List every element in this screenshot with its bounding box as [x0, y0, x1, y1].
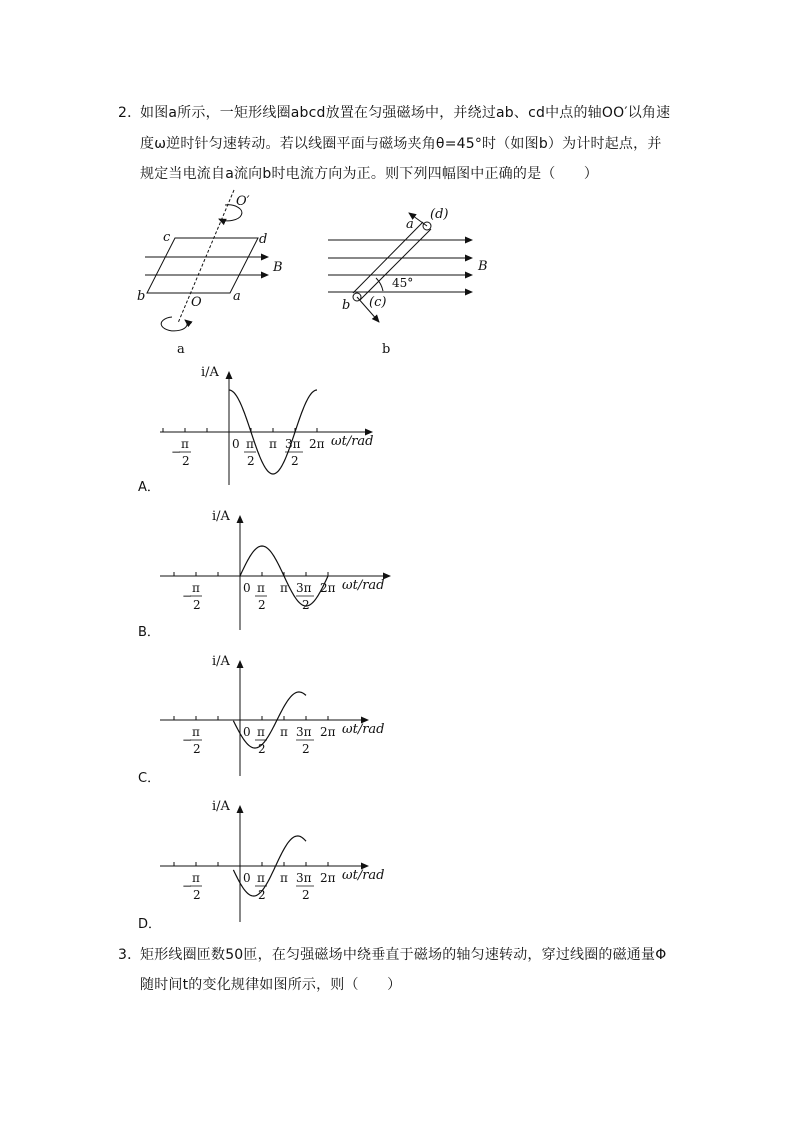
tick-label-neg-2: 2 — [193, 598, 201, 612]
tick-label-pi-half-2: 2 — [247, 454, 255, 468]
fig-a-label-o-prime: O′ — [236, 194, 250, 209]
option-b-letter[interactable]: B． — [138, 625, 160, 640]
tick-label-pi-half-2: 2 — [258, 598, 266, 612]
tick-label-zero: 0 — [243, 871, 251, 885]
tick-label-neg-pi: π — [192, 581, 200, 595]
tick-label-neg-pi: π — [192, 725, 200, 739]
option-a-letter[interactable]: A． — [138, 480, 160, 495]
fig-a-label-b-field: B — [273, 260, 283, 275]
tick-label-minus: − — [182, 589, 193, 603]
fig-b-label-d: (d) — [430, 207, 449, 222]
y-axis-label: i/A — [212, 799, 230, 814]
q2-line1: 如图a所示，一矩形线圈abcd放置在匀强磁场中，并绕过ab、cd中点的轴OO′以角速 — [140, 105, 671, 121]
fig-a-label-o: O — [191, 295, 202, 310]
tick-label-3pi-2: 2 — [302, 742, 310, 756]
q2-line2: 度ω逆时针匀速转动。若以线圈平面与磁场夹角θ=45°时（如图b）为计时起点，并 — [140, 136, 662, 152]
fig-b-label-a: a — [406, 217, 414, 232]
tick-label-zero: 0 — [232, 437, 240, 451]
tick-label-pi: π — [280, 871, 288, 885]
q2-number: 2． — [118, 105, 142, 121]
tick-label-2pi: 2π — [320, 581, 336, 595]
tick-label-pi-half: π — [257, 871, 265, 885]
option-graph-b — [160, 509, 390, 630]
tick-label-pi: π — [280, 725, 288, 739]
q3-line1: 矩形线圈匝数50匝，在匀强磁场中绕垂直于磁场的轴匀速转动，穿过线圈的磁通量Φ — [140, 947, 667, 963]
fig-a-label-d: d — [259, 232, 268, 247]
tick-label-3pi: 3π — [285, 437, 301, 451]
y-axis-label: i/A — [201, 365, 219, 380]
tick-label-pi-half-2: 2 — [258, 888, 266, 902]
tick-label-pi-half: π — [257, 581, 265, 595]
tick-label-pi: π — [269, 437, 277, 451]
q3-number: 3． — [118, 947, 142, 963]
y-axis-label: i/A — [212, 509, 230, 524]
tick-label-pi-half: π — [257, 725, 265, 739]
tick-label-neg-2: 2 — [182, 454, 190, 468]
tick-label-zero: 0 — [243, 581, 251, 595]
tick-label-3pi-2: 2 — [302, 888, 310, 902]
fig-b-label-c: (c) — [369, 295, 387, 310]
tick-label-minus: − — [182, 733, 193, 747]
tick-label-zero: 0 — [243, 725, 251, 739]
tick-label-pi-half-2: 2 — [258, 742, 266, 756]
q3-line2: 随时间t的变化规律如图所示，则（ ） — [140, 977, 402, 993]
x-axis-label: ωt/rad — [342, 722, 385, 737]
fig-b-label-b-field: B — [478, 259, 488, 274]
option-graph-c — [160, 654, 385, 776]
tick-label-pi-half: π — [246, 437, 254, 451]
fig-a-label-b: b — [137, 289, 146, 304]
q2-line3: 规定当电流自a流向b时电流方向为正。则下列四幅图中正确的是（ ） — [140, 166, 599, 182]
x-axis-label: ωt/rad — [342, 578, 385, 593]
x-axis-label: ωt/rad — [331, 434, 374, 449]
tick-label-pi: π — [280, 581, 288, 595]
fig-a-label-c: c — [163, 230, 171, 245]
tick-label-minus: − — [182, 879, 193, 893]
x-axis-label: ωt/rad — [342, 868, 385, 883]
tick-label-3pi-2: 2 — [302, 598, 310, 612]
tick-label-3pi-2: 2 — [291, 454, 299, 468]
tick-label-neg-pi: π — [181, 437, 189, 451]
option-d-letter[interactable]: D． — [138, 917, 162, 932]
tick-label-minus: − — [171, 445, 182, 459]
fig-b-label-angle: 45° — [392, 276, 414, 290]
option-graph-a — [160, 365, 374, 485]
fig-a-caption: a — [177, 342, 185, 357]
tick-label-neg-pi: π — [192, 871, 200, 885]
fig-b-caption: b — [382, 342, 391, 357]
y-axis-label: i/A — [212, 654, 230, 669]
option-graph-d — [160, 799, 385, 922]
tick-label-3pi: 3π — [296, 871, 312, 885]
option-c-letter[interactable]: C． — [138, 771, 161, 786]
tick-label-2pi: 2π — [309, 437, 325, 451]
tick-label-neg-2: 2 — [193, 742, 201, 756]
tick-label-3pi: 3π — [296, 725, 312, 739]
tick-label-2pi: 2π — [320, 725, 336, 739]
fig-a-label-a: a — [233, 289, 241, 304]
tick-label-3pi: 3π — [296, 581, 312, 595]
tick-label-2pi: 2π — [320, 871, 336, 885]
tick-label-neg-2: 2 — [193, 888, 201, 902]
fig-b-label-b: b — [342, 298, 351, 313]
